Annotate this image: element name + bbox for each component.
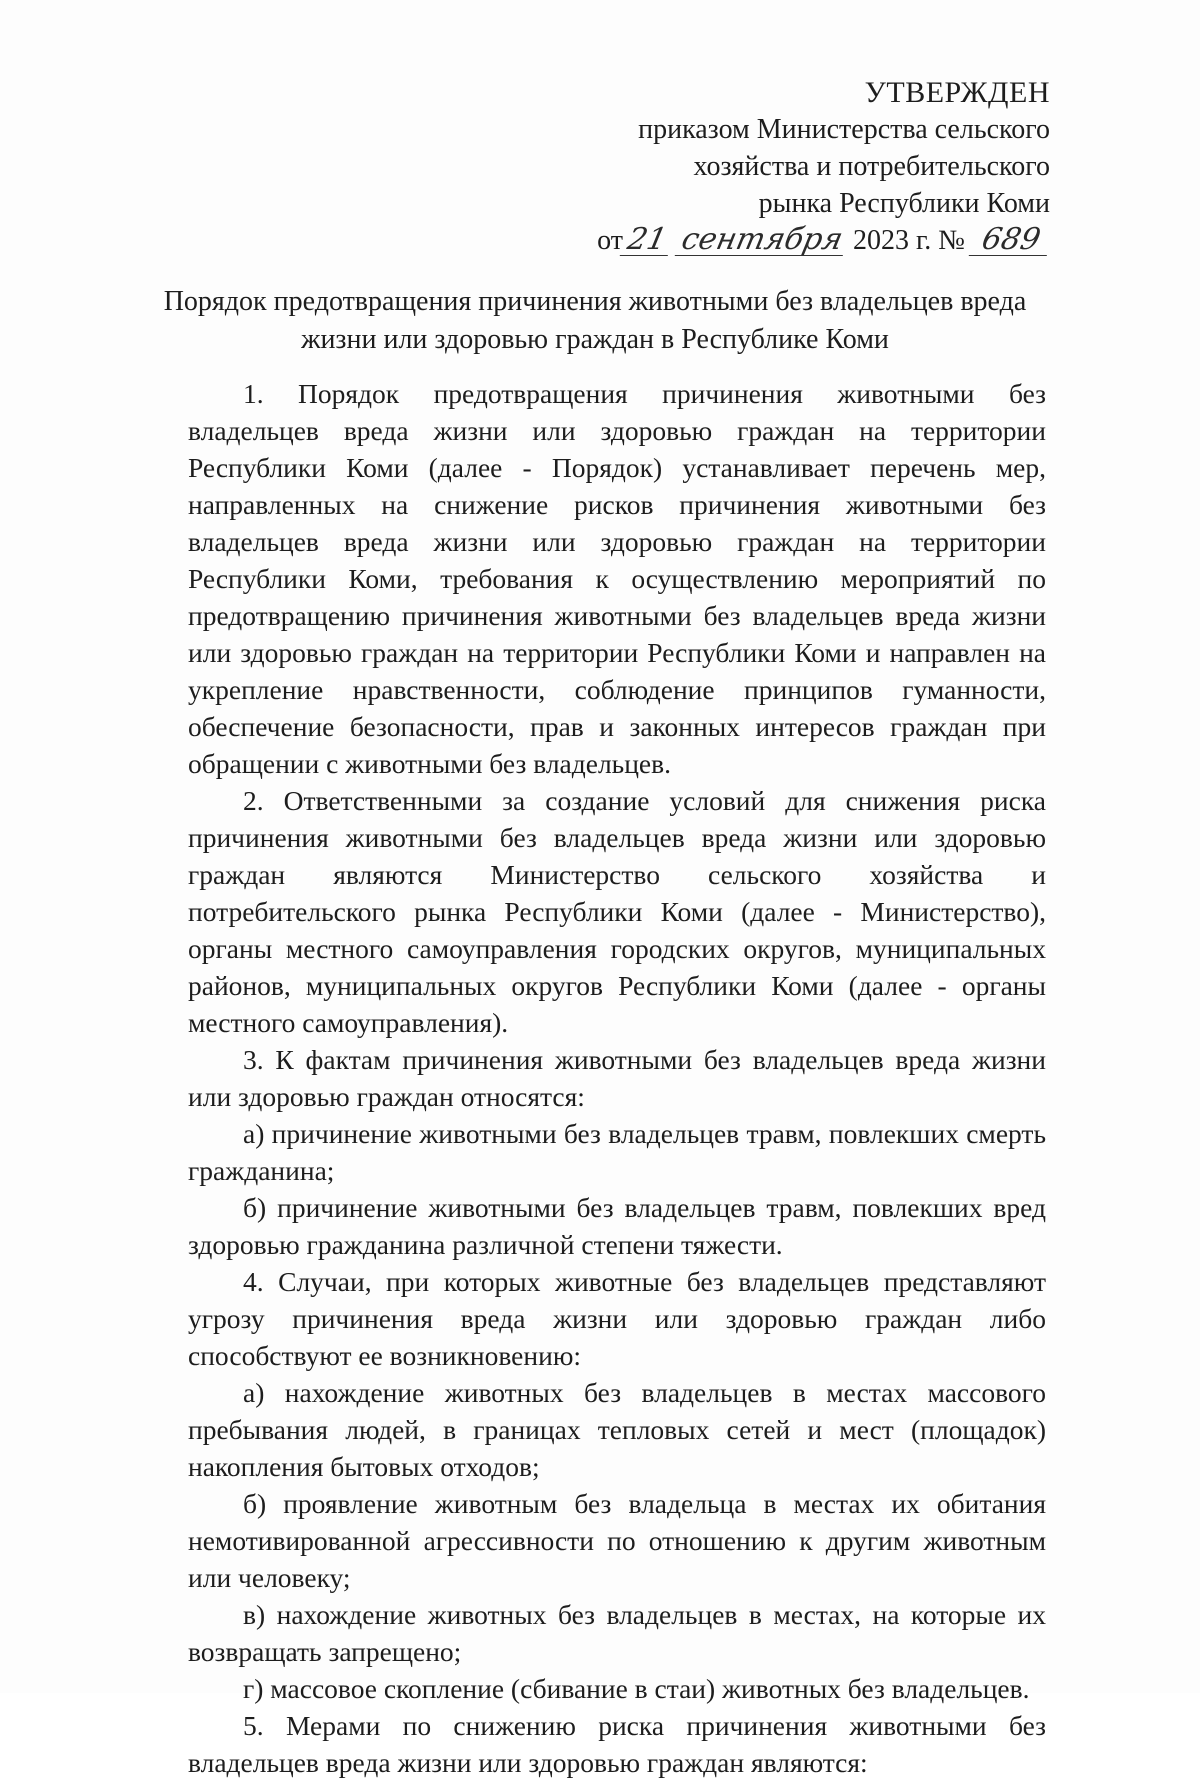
- paragraph: 1. Порядок предотвращения причинения животными без владельцев вреда жизни или здоровью граждан на территории Республики Коми (далее - Порядок) устанавливает перечень мер, направленных на снижение рисков причинения животными без владельцев вреда жизни или здоровью граждан на территории Республики Коми, требования к осуществлению мероприятий по предотвращению причинения животными без владельцев вреда жизни или здоровью граждан на территории Республики Коми и направлен на укрепление нравственности, соблюдение принципов гуманности, обеспечение безопасности, прав и законных интересов граждан при обращении с животными без владельцев.: [188, 378, 1046, 779]
- paragraph: г) массовое скопление (сбивание в стаи) животных без владельцев.: [243, 1673, 1030, 1704]
- handwritten-month: сентября: [675, 225, 850, 256]
- paragraph: а) нахождение животных без владельцев в местах массового пребывания людей, в границах тепловых сетей и мест (площадок) накопления бытовых отходов;: [188, 1377, 1046, 1482]
- paragraph: 4. Случаи, при которых животные без владельцев представляют угрозу причинения вреда жизни или здоровью граждан либо способствуют ее возникновению:: [188, 1266, 1046, 1371]
- document-body: [188, 375, 1046, 1781]
- paragraph: 2. Ответственными за создание условий для снижения риска причинения животными без владельцев вреда жизни или здоровью граждан являются Министерство сельского хозяйства и потребительского рынка Республики Коми (далее - Министерство), органы местного самоуправления городских округов, муниципальных районов, муниципальных округов Республики Коми (далее - органы местного самоуправления).: [188, 785, 1046, 1038]
- approval-heading: УТВЕРЖДЕН: [864, 76, 1050, 109]
- paragraph: б) проявление животным без владельца в местах их обитания немотивированной агрессивности по отношению к другим животным или человеку;: [188, 1488, 1046, 1593]
- approval-line-2: хозяйства и потребительского: [693, 151, 1050, 182]
- paragraph: б) причинение животными без владельцев травм, повлекших вред здоровью гражданина различной степени тяжести.: [188, 1192, 1046, 1260]
- paragraph: в) нахождение животных без владельцев в местах, на которые их возвращать запрещено;: [188, 1599, 1046, 1667]
- paragraph: 5. Мерами по снижению риска причинения животными без владельцев вреда жизни или здоровью граждан являются:: [188, 1710, 1046, 1778]
- handwritten-order-number: 689: [969, 225, 1054, 256]
- date-year: 2023 г. №: [852, 225, 965, 256]
- document-title: [160, 283, 1030, 359]
- title-line-1: Порядок предотвращения причинения животными без владельцев вреда: [163, 286, 1027, 317]
- paragraph: 3. К фактам причинения животными без владельцев вреда жизни или здоровью граждан относятся:: [188, 1044, 1046, 1112]
- approval-line-1: приказом Министерства сельского: [638, 114, 1050, 145]
- title-line-2: жизни или здоровью граждан в Республике Коми: [301, 324, 889, 355]
- approval-line-3: рынка Республики Коми: [758, 188, 1050, 219]
- approval-block: [530, 74, 1050, 259]
- handwritten-day: 21: [620, 225, 675, 256]
- paragraph: а) причинение животными без владельцев травм, повлекших смерть гражданина;: [188, 1118, 1046, 1186]
- approval-date-line: [597, 222, 1050, 259]
- date-prefix: от: [597, 225, 623, 256]
